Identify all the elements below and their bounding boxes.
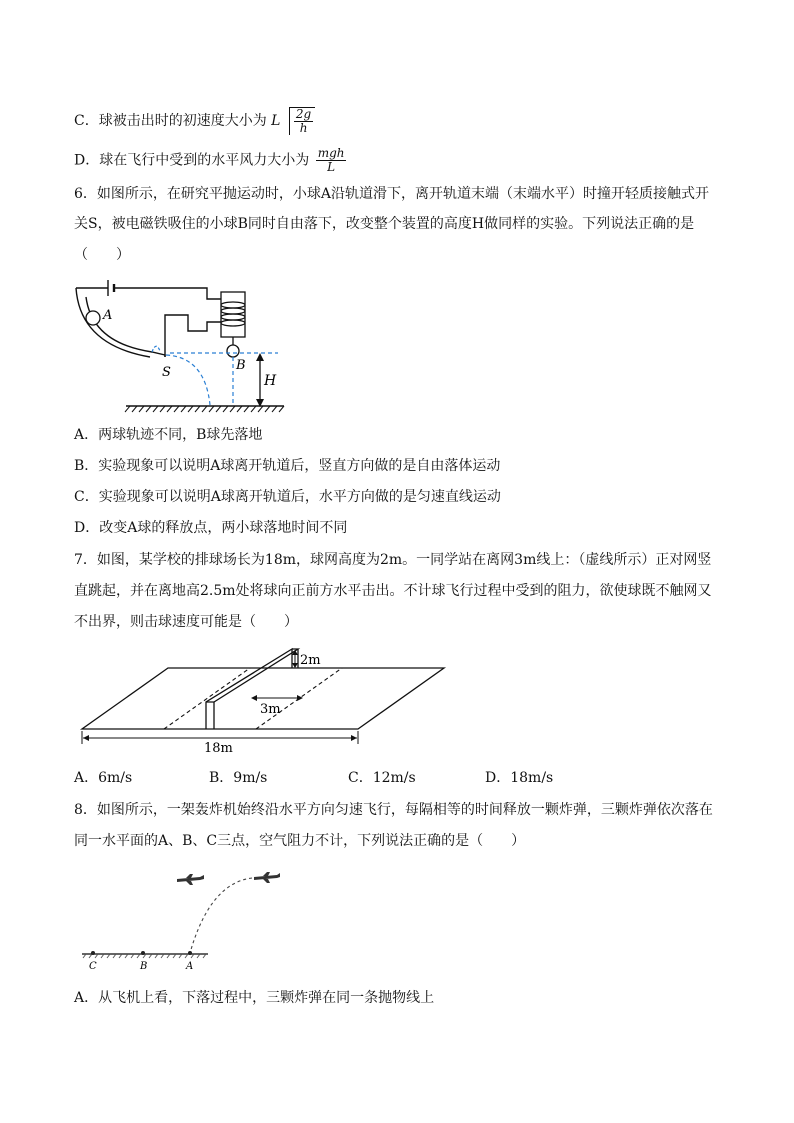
arrow-head-right [351, 735, 357, 741]
q7-option-d: D．18m/s [485, 770, 554, 786]
ground-hatching [125, 406, 284, 412]
fig-label-b: B [236, 358, 246, 373]
arrow-head-left [251, 695, 257, 701]
curved-track-inner [86, 297, 165, 357]
q6-option-d: D．改变A球的释放点，两小球落地时间不同 [74, 520, 348, 536]
fig-label-18m: 18m [204, 741, 233, 756]
fig-label-3m: 3m [260, 702, 281, 717]
fraction-numerator: 2g [295, 107, 312, 121]
q8-stem-line1: 8．如图所示，一架轰炸机始终沿水平方向匀速飞行，每隔相等的时间释放一颗炸弹，三颗炸弹依次落在 [74, 802, 713, 818]
q6-stem-line1: 6．如图所示，在研究平抛运动时，小球A沿轨道滑下，离开轨道末端（末端水平）时撞开轻质接触式开 [74, 186, 710, 202]
q7-option-a: A．6m/s [74, 770, 133, 786]
airplane-icon [177, 874, 204, 885]
arrow-head-up [256, 353, 264, 361]
arrow-head-left [83, 735, 89, 741]
q5-option-c-text: C．球被击出时的初速度大小为 [74, 113, 267, 129]
q6-option-b: B．实验现象可以说明A球离开轨道后，竖直方向做的是自由落体运动 [74, 458, 501, 474]
fig-label-s: S [162, 365, 171, 380]
switch-frame [165, 315, 221, 357]
point-b [141, 951, 145, 955]
q6-option-a: A．两球轨迹不同，B球先落地 [74, 427, 263, 443]
q6-option-c: C．实验现象可以说明A球离开轨道后，水平方向做的是匀速直线运动 [74, 489, 501, 505]
q6-stem-line2: 关S，被电磁铁吸住的小球B同时自由落下，改变整个装置的高度H做同样的实验。下列说法正确的是 [74, 216, 695, 232]
fig-label-b: B [140, 961, 148, 972]
q7-option-b: B．9m/s [209, 770, 268, 786]
bomb-trajectory [190, 878, 252, 953]
fig-label-h: H [264, 373, 277, 389]
q7-stem-line3: 不出界，则击球速度可能是（ ） [74, 614, 298, 630]
q7-figure [76, 642, 448, 757]
q5-option-c [74, 107, 315, 135]
q5-option-d-fraction [316, 147, 347, 174]
circuit-wire [76, 288, 221, 299]
fraction-denominator: h [299, 121, 308, 135]
fraction-numerator: mgh [317, 146, 345, 160]
q7-stem-line1: 7．如图，某学校的排球场长为18m，球网高度为2m。一同学站在离网3m线上：（虚线所示）正对网竖 [74, 552, 712, 568]
fig-label-a: A [103, 308, 113, 323]
q5-option-c-fraction [294, 108, 313, 135]
q6-stem-line3: （ ） [74, 247, 130, 263]
airplane-icon [254, 872, 280, 883]
q7-stem-line2: 直跳起，并在离地高2.5m处将球向正前方水平击出。不计球飞行过程中受到的阻力，欲使球既不触网又 [74, 583, 712, 599]
sqrt-symbol [289, 107, 315, 135]
fig-label-c: C [89, 961, 97, 972]
q8-option-a: A．从飞机上看，下落过程中，三颗炸弹在同一条抛物线上 [74, 990, 435, 1006]
q5-option-c-L: L [271, 113, 281, 129]
arrow-head-down [292, 663, 298, 668]
ball-b [227, 345, 239, 357]
fig-label-a: A [186, 961, 194, 972]
q6-figure [70, 275, 290, 415]
q5-option-d-text: D．球在飞行中受到的水平风力大小为 [74, 152, 310, 169]
attack-line-left [164, 668, 250, 729]
q8-stem-line2: 同一水平面的A、B、C三点，空气阻力不计，下列说法正确的是（ ） [74, 833, 526, 849]
fig-label-2m: 2m [300, 653, 321, 668]
point-c [91, 951, 95, 955]
q5-option-d [74, 147, 348, 174]
fraction-denominator: L [327, 160, 336, 174]
ball-a [86, 311, 100, 325]
q7-option-c: C．12m/s [348, 770, 416, 786]
point-a [188, 951, 192, 955]
trajectory-a [166, 355, 210, 405]
switch-s-dashed [152, 346, 160, 352]
q8-figure [80, 865, 280, 975]
